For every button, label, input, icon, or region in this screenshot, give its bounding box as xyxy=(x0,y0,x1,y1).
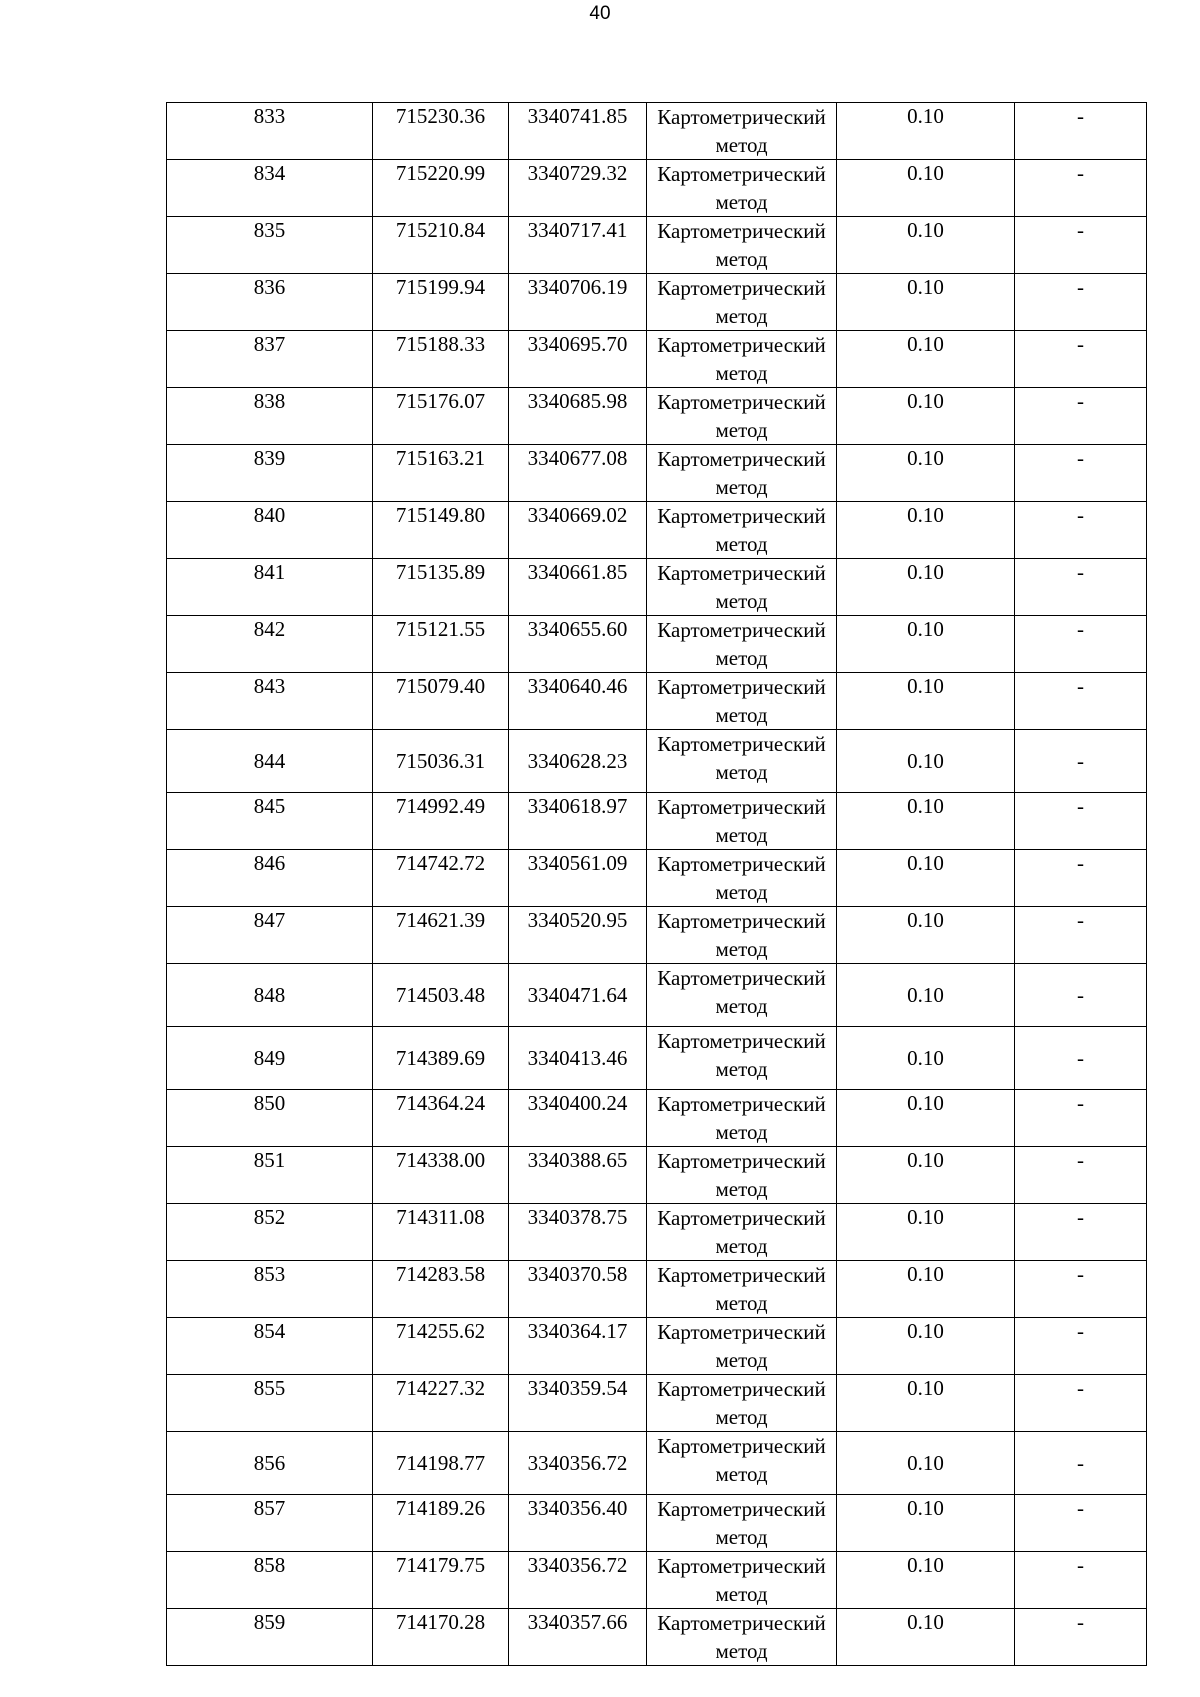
method-label-line: метод xyxy=(715,589,768,613)
method-label-line: Картометрический xyxy=(657,675,826,699)
point-number-cell: 845 xyxy=(167,793,373,850)
accuracy-cell: 0.10 xyxy=(837,673,1015,730)
method-label-line: метод xyxy=(715,1639,768,1663)
x-coordinate-cell: 714621.39 xyxy=(373,907,509,964)
table-row xyxy=(167,1090,1147,1147)
note-cell: - xyxy=(1015,1090,1147,1147)
table-row xyxy=(167,388,1147,445)
accuracy-cell: 0.10 xyxy=(837,274,1015,331)
method-label-line: метод xyxy=(715,247,768,271)
y-coordinate-cell: 3340640.46 xyxy=(509,673,647,730)
method-label-line: Картометрический xyxy=(657,852,826,876)
point-number-cell: 833 xyxy=(167,103,373,160)
note-cell: - xyxy=(1015,1261,1147,1318)
note-cell: - xyxy=(1015,1552,1147,1609)
table-row xyxy=(167,103,1147,160)
method-label-line: метод xyxy=(715,646,768,670)
method-label-line: Картометрический xyxy=(657,390,826,414)
method-cell xyxy=(647,1375,837,1432)
accuracy-cell: 0.10 xyxy=(837,1375,1015,1432)
point-number-cell: 851 xyxy=(167,1147,373,1204)
method-cell xyxy=(647,1147,837,1204)
method-label-line: Картометрический xyxy=(657,732,826,756)
y-coordinate-cell: 3340413.46 xyxy=(509,1027,647,1090)
method-cell xyxy=(647,103,837,160)
x-coordinate-cell: 714227.32 xyxy=(373,1375,509,1432)
method-cell xyxy=(647,388,837,445)
method-label-line: Картометрический xyxy=(657,1092,826,1116)
table-row xyxy=(167,502,1147,559)
y-coordinate-cell: 3340706.19 xyxy=(509,274,647,331)
method-cell xyxy=(647,907,837,964)
y-coordinate-cell: 3340685.98 xyxy=(509,388,647,445)
method-label-line: метод xyxy=(715,133,768,157)
method-label-line: метод xyxy=(715,304,768,328)
accuracy-cell: 0.10 xyxy=(837,1318,1015,1375)
method-label-line: Картометрический xyxy=(657,162,826,186)
table-row xyxy=(167,1495,1147,1552)
method-cell xyxy=(647,673,837,730)
table-row xyxy=(167,730,1147,793)
x-coordinate-cell: 714742.72 xyxy=(373,850,509,907)
point-number-cell: 849 xyxy=(167,1027,373,1090)
table-row xyxy=(167,850,1147,907)
method-label-line: метод xyxy=(715,937,768,961)
method-label-line: Картометрический xyxy=(657,1377,826,1401)
y-coordinate-cell: 3340359.54 xyxy=(509,1375,647,1432)
table-row xyxy=(167,160,1147,217)
point-number-cell: 847 xyxy=(167,907,373,964)
method-label-line: Картометрический xyxy=(657,105,826,129)
method-cell xyxy=(647,160,837,217)
x-coordinate-cell: 715079.40 xyxy=(373,673,509,730)
table-body xyxy=(167,103,1147,1666)
x-coordinate-cell: 714992.49 xyxy=(373,793,509,850)
table-row xyxy=(167,559,1147,616)
y-coordinate-cell: 3340717.41 xyxy=(509,217,647,274)
point-number-cell: 850 xyxy=(167,1090,373,1147)
method-label-line: метод xyxy=(715,1057,768,1081)
y-coordinate-cell: 3340471.64 xyxy=(509,964,647,1027)
note-cell: - xyxy=(1015,964,1147,1027)
method-label-line: Картометрический xyxy=(657,504,826,528)
point-number-cell: 839 xyxy=(167,445,373,502)
method-label-line: метод xyxy=(715,190,768,214)
method-cell xyxy=(647,445,837,502)
note-cell: - xyxy=(1015,1204,1147,1261)
y-coordinate-cell: 3340561.09 xyxy=(509,850,647,907)
method-cell xyxy=(647,1027,837,1090)
method-label-line: метод xyxy=(715,703,768,727)
y-coordinate-cell: 3340400.24 xyxy=(509,1090,647,1147)
method-label-line: метод xyxy=(715,1462,768,1486)
method-cell xyxy=(647,1432,837,1495)
method-label-line: Картометрический xyxy=(657,276,826,300)
x-coordinate-cell: 715220.99 xyxy=(373,160,509,217)
method-label-line: Картометрический xyxy=(657,1611,826,1635)
table-row xyxy=(167,1204,1147,1261)
table-row xyxy=(167,1432,1147,1495)
method-label-line: Картометрический xyxy=(657,1320,826,1344)
y-coordinate-cell: 3340388.65 xyxy=(509,1147,647,1204)
point-number-cell: 859 xyxy=(167,1609,373,1666)
table-row xyxy=(167,673,1147,730)
point-number-cell: 858 xyxy=(167,1552,373,1609)
method-cell xyxy=(647,730,837,793)
note-cell: - xyxy=(1015,445,1147,502)
method-cell xyxy=(647,217,837,274)
note-cell: - xyxy=(1015,793,1147,850)
y-coordinate-cell: 3340628.23 xyxy=(509,730,647,793)
point-number-cell: 837 xyxy=(167,331,373,388)
table-row xyxy=(167,616,1147,673)
y-coordinate-cell: 3340364.17 xyxy=(509,1318,647,1375)
method-label-line: метод xyxy=(715,475,768,499)
method-cell xyxy=(647,1609,837,1666)
accuracy-cell: 0.10 xyxy=(837,1147,1015,1204)
method-cell xyxy=(647,1204,837,1261)
table-row xyxy=(167,445,1147,502)
method-label-line: Картометрический xyxy=(657,966,826,990)
method-cell xyxy=(647,850,837,907)
method-label-line: Картометрический xyxy=(657,618,826,642)
method-cell xyxy=(647,1552,837,1609)
method-label-line: Картометрический xyxy=(657,333,826,357)
x-coordinate-cell: 714198.77 xyxy=(373,1432,509,1495)
method-cell xyxy=(647,793,837,850)
table-row xyxy=(167,217,1147,274)
note-cell: - xyxy=(1015,1147,1147,1204)
note-cell: - xyxy=(1015,616,1147,673)
x-coordinate-cell: 714283.58 xyxy=(373,1261,509,1318)
x-coordinate-cell: 715036.31 xyxy=(373,730,509,793)
accuracy-cell: 0.10 xyxy=(837,1609,1015,1666)
note-cell: - xyxy=(1015,1375,1147,1432)
note-cell: - xyxy=(1015,907,1147,964)
method-label-line: метод xyxy=(715,418,768,442)
x-coordinate-cell: 715176.07 xyxy=(373,388,509,445)
note-cell: - xyxy=(1015,274,1147,331)
method-label-line: метод xyxy=(715,1291,768,1315)
x-coordinate-cell: 714364.24 xyxy=(373,1090,509,1147)
point-number-cell: 834 xyxy=(167,160,373,217)
method-label-line: Картометрический xyxy=(657,1554,826,1578)
point-number-cell: 836 xyxy=(167,274,373,331)
y-coordinate-cell: 3340378.75 xyxy=(509,1204,647,1261)
table-row xyxy=(167,907,1147,964)
point-number-cell: 838 xyxy=(167,388,373,445)
y-coordinate-cell: 3340618.97 xyxy=(509,793,647,850)
method-cell xyxy=(647,1090,837,1147)
method-cell xyxy=(647,559,837,616)
method-label-line: метод xyxy=(715,994,768,1018)
note-cell: - xyxy=(1015,160,1147,217)
x-coordinate-cell: 715210.84 xyxy=(373,217,509,274)
method-label-line: метод xyxy=(715,1234,768,1258)
x-coordinate-cell: 714170.28 xyxy=(373,1609,509,1666)
accuracy-cell: 0.10 xyxy=(837,502,1015,559)
x-coordinate-cell: 715149.80 xyxy=(373,502,509,559)
method-label-line: Картометрический xyxy=(657,561,826,585)
x-coordinate-cell: 715199.94 xyxy=(373,274,509,331)
table-row xyxy=(167,274,1147,331)
point-number-cell: 856 xyxy=(167,1432,373,1495)
x-coordinate-cell: 714311.08 xyxy=(373,1204,509,1261)
method-cell xyxy=(647,1318,837,1375)
point-number-cell: 844 xyxy=(167,730,373,793)
x-coordinate-cell: 714255.62 xyxy=(373,1318,509,1375)
y-coordinate-cell: 3340520.95 xyxy=(509,907,647,964)
method-label-line: метод xyxy=(715,760,768,784)
table-row xyxy=(167,1609,1147,1666)
accuracy-cell: 0.10 xyxy=(837,1432,1015,1495)
note-cell: - xyxy=(1015,103,1147,160)
note-cell: - xyxy=(1015,388,1147,445)
note-cell: - xyxy=(1015,502,1147,559)
method-label-line: метод xyxy=(715,361,768,385)
table-row xyxy=(167,1261,1147,1318)
method-label-line: метод xyxy=(715,532,768,556)
x-coordinate-cell: 715230.36 xyxy=(373,103,509,160)
method-label-line: метод xyxy=(715,1177,768,1201)
method-label-line: Картометрический xyxy=(657,909,826,933)
method-label-line: Картометрический xyxy=(657,1497,826,1521)
y-coordinate-cell: 3340356.40 xyxy=(509,1495,647,1552)
coordinates-table xyxy=(166,102,1147,1666)
accuracy-cell: 0.10 xyxy=(837,445,1015,502)
method-label-line: Картометрический xyxy=(657,1206,826,1230)
accuracy-cell: 0.10 xyxy=(837,1090,1015,1147)
method-cell xyxy=(647,1261,837,1318)
point-number-cell: 842 xyxy=(167,616,373,673)
point-number-cell: 857 xyxy=(167,1495,373,1552)
accuracy-cell: 0.10 xyxy=(837,388,1015,445)
method-label-line: Картометрический xyxy=(657,1434,826,1458)
x-coordinate-cell: 715135.89 xyxy=(373,559,509,616)
note-cell: - xyxy=(1015,1495,1147,1552)
x-coordinate-cell: 715121.55 xyxy=(373,616,509,673)
y-coordinate-cell: 3340669.02 xyxy=(509,502,647,559)
table-row xyxy=(167,964,1147,1027)
note-cell: - xyxy=(1015,673,1147,730)
accuracy-cell: 0.10 xyxy=(837,217,1015,274)
y-coordinate-cell: 3340655.60 xyxy=(509,616,647,673)
note-cell: - xyxy=(1015,1609,1147,1666)
method-cell xyxy=(647,964,837,1027)
x-coordinate-cell: 714503.48 xyxy=(373,964,509,1027)
method-cell xyxy=(647,1495,837,1552)
point-number-cell: 852 xyxy=(167,1204,373,1261)
accuracy-cell: 0.10 xyxy=(837,1495,1015,1552)
method-cell xyxy=(647,502,837,559)
point-number-cell: 840 xyxy=(167,502,373,559)
x-coordinate-cell: 714179.75 xyxy=(373,1552,509,1609)
accuracy-cell: 0.10 xyxy=(837,160,1015,217)
x-coordinate-cell: 714389.69 xyxy=(373,1027,509,1090)
y-coordinate-cell: 3340370.58 xyxy=(509,1261,647,1318)
x-coordinate-cell: 715188.33 xyxy=(373,331,509,388)
method-label-line: Картометрический xyxy=(657,447,826,471)
accuracy-cell: 0.10 xyxy=(837,1552,1015,1609)
accuracy-cell: 0.10 xyxy=(837,1204,1015,1261)
y-coordinate-cell: 3340356.72 xyxy=(509,1432,647,1495)
point-number-cell: 841 xyxy=(167,559,373,616)
accuracy-cell: 0.10 xyxy=(837,616,1015,673)
note-cell: - xyxy=(1015,331,1147,388)
method-cell xyxy=(647,616,837,673)
table-row xyxy=(167,331,1147,388)
method-label-line: Картометрический xyxy=(657,795,826,819)
note-cell: - xyxy=(1015,559,1147,616)
method-label-line: Картометрический xyxy=(657,1263,826,1287)
point-number-cell: 843 xyxy=(167,673,373,730)
accuracy-cell: 0.10 xyxy=(837,793,1015,850)
y-coordinate-cell: 3340695.70 xyxy=(509,331,647,388)
method-label-line: Картометрический xyxy=(657,1149,826,1173)
note-cell: - xyxy=(1015,1027,1147,1090)
table-row xyxy=(167,1318,1147,1375)
note-cell: - xyxy=(1015,217,1147,274)
note-cell: - xyxy=(1015,730,1147,793)
note-cell: - xyxy=(1015,850,1147,907)
table-row xyxy=(167,1552,1147,1609)
point-number-cell: 855 xyxy=(167,1375,373,1432)
method-label-line: Картометрический xyxy=(657,219,826,243)
note-cell: - xyxy=(1015,1432,1147,1495)
point-number-cell: 854 xyxy=(167,1318,373,1375)
accuracy-cell: 0.10 xyxy=(837,730,1015,793)
y-coordinate-cell: 3340356.72 xyxy=(509,1552,647,1609)
accuracy-cell: 0.10 xyxy=(837,103,1015,160)
y-coordinate-cell: 3340677.08 xyxy=(509,445,647,502)
x-coordinate-cell: 715163.21 xyxy=(373,445,509,502)
accuracy-cell: 0.10 xyxy=(837,559,1015,616)
method-label-line: метод xyxy=(715,880,768,904)
accuracy-cell: 0.10 xyxy=(837,964,1015,1027)
accuracy-cell: 0.10 xyxy=(837,1027,1015,1090)
accuracy-cell: 0.10 xyxy=(837,907,1015,964)
y-coordinate-cell: 3340729.32 xyxy=(509,160,647,217)
y-coordinate-cell: 3340357.66 xyxy=(509,1609,647,1666)
page-number: 40 xyxy=(589,3,611,24)
table-row xyxy=(167,1027,1147,1090)
table-row xyxy=(167,1375,1147,1432)
accuracy-cell: 0.10 xyxy=(837,331,1015,388)
accuracy-cell: 0.10 xyxy=(837,850,1015,907)
x-coordinate-cell: 714338.00 xyxy=(373,1147,509,1204)
method-label-line: метод xyxy=(715,1582,768,1606)
x-coordinate-cell: 714189.26 xyxy=(373,1495,509,1552)
point-number-cell: 853 xyxy=(167,1261,373,1318)
table-row xyxy=(167,793,1147,850)
method-label-line: метод xyxy=(715,1348,768,1372)
method-label-line: метод xyxy=(715,1120,768,1144)
point-number-cell: 848 xyxy=(167,964,373,1027)
accuracy-cell: 0.10 xyxy=(837,1261,1015,1318)
method-label-line: метод xyxy=(715,1525,768,1549)
method-label-line: Картометрический xyxy=(657,1029,826,1053)
point-number-cell: 835 xyxy=(167,217,373,274)
y-coordinate-cell: 3340741.85 xyxy=(509,103,647,160)
y-coordinate-cell: 3340661.85 xyxy=(509,559,647,616)
method-label-line: метод xyxy=(715,823,768,847)
method-cell xyxy=(647,331,837,388)
method-label-line: метод xyxy=(715,1405,768,1429)
method-cell xyxy=(647,274,837,331)
note-cell: - xyxy=(1015,1318,1147,1375)
table-row xyxy=(167,1147,1147,1204)
point-number-cell: 846 xyxy=(167,850,373,907)
